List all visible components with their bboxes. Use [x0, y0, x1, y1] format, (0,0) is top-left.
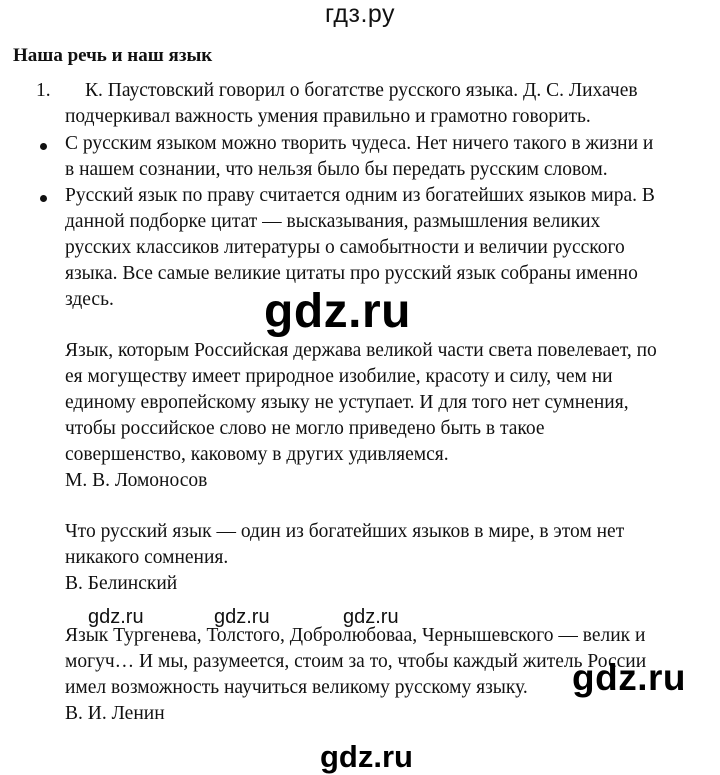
bullet-marker: [40, 195, 47, 202]
quote-line: единому европейскому языку не уступает. И для того нет сумнения,: [65, 392, 629, 413]
quote-line: ея могуществу имеет природное изобилие, красоту и силу, чем ни: [65, 366, 613, 387]
watermark-small: gdz.ru: [214, 606, 270, 628]
bullet-item-line: здесь.: [65, 289, 114, 310]
quote-author: М. В. Ломоносов: [65, 470, 208, 491]
site-header: гдз.ру: [324, 0, 396, 28]
quote-line: Язык Тургенева, Толстого, Добролюбоваа, Чернышевского — велик и: [65, 625, 646, 646]
bullet-item-line: русских классиков литературы о самобытности и величии русского: [65, 237, 625, 258]
bullet-item-line: С русским языком можно творить чудеса. Нет ничего такого в жизни и: [65, 133, 654, 154]
watermark-bottom: gdz.ru: [320, 739, 413, 774]
quote-author: В. И. Ленин: [65, 703, 165, 724]
watermark-side: gdz.ru: [572, 657, 686, 698]
bullet-item-line: Русский язык по праву считается одним из богатейших языков мира. В: [65, 185, 655, 206]
list-item-line: К. Паустовский говорил о богатстве русского языка. Д. С. Лихачев: [85, 80, 638, 101]
page-title: Наша речь и наш язык: [13, 45, 213, 66]
quote-line: могуч… И мы, разумеется, стоим за то, чтобы каждый житель России: [65, 651, 647, 672]
list-item-line: подчеркивал важность умения правильно и грамотно говорить.: [65, 106, 591, 127]
list-number: 1.: [36, 80, 51, 101]
quote-line: Язык, которым Российская держава великой части света повелевает, по: [65, 340, 657, 361]
bullet-item-line: в нашем сознании, что нельзя было бы передать русским словом.: [65, 159, 608, 180]
bullet-marker: [40, 143, 47, 150]
quote-line: никакого сомнения.: [65, 547, 229, 568]
watermark-small: gdz.ru: [343, 606, 399, 628]
quote-line: совершенство, каковому в других удивляемся.: [65, 444, 449, 465]
quote-line: Что русский язык — один из богатейших языков в мире, в этом нет: [65, 521, 625, 542]
bullet-item-line: языка. Все самые великие цитаты про русский язык собраны именно: [65, 263, 638, 284]
watermark-large: gdz.ru: [264, 285, 411, 338]
quote-line: чтобы российское слово не могло приведено быть в такое: [65, 418, 545, 439]
quote-line: имел возможность научиться великому русскому языку.: [65, 677, 528, 698]
bullet-item-line: данной подборке цитат — высказывания, размышления великих: [65, 211, 601, 232]
watermark-small: gdz.ru: [88, 606, 144, 628]
quote-author: В. Белинский: [65, 573, 178, 594]
